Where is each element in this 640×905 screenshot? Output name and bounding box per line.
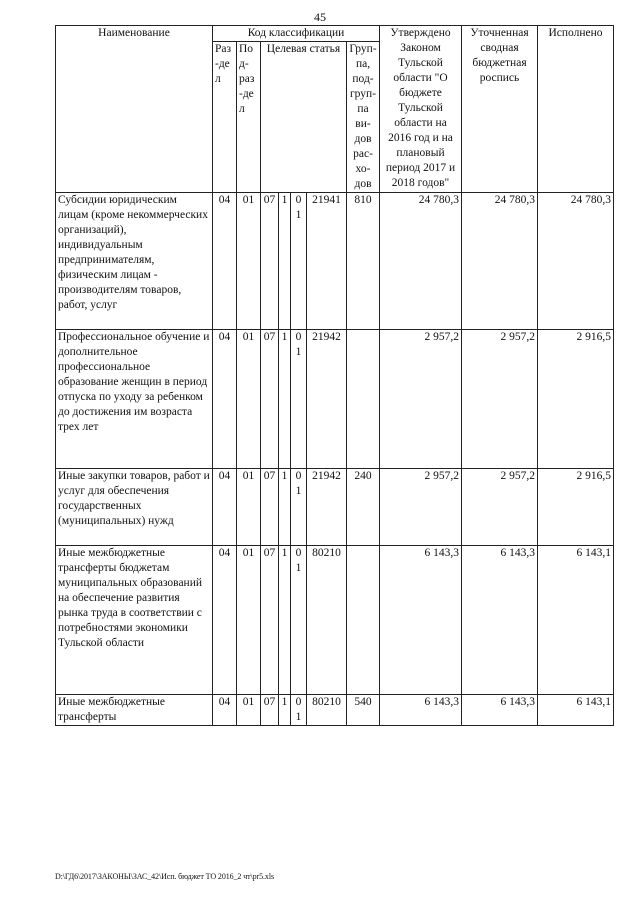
row-section: 04 — [213, 193, 237, 330]
row-subsection: 01 — [237, 546, 261, 695]
row-target-part-2: 1 — [279, 546, 291, 695]
row-target-part-4: 80210 — [307, 546, 347, 695]
row-target-part-3: 01 — [291, 546, 307, 695]
row-approved: 6 143,3 — [380, 546, 462, 695]
row-refined: 24 780,3 — [462, 193, 538, 330]
row-section: 04 — [213, 546, 237, 695]
col-subsection-header: Под-раз-дел — [237, 42, 261, 193]
table-row — [56, 546, 614, 695]
row-target-part-3: 01 — [291, 469, 307, 546]
row-target-part-4: 80210 — [307, 695, 347, 726]
table-row — [56, 469, 614, 546]
row-target-part-4: 21941 — [307, 193, 347, 330]
row-approved: 6 143,3 — [380, 695, 462, 726]
col-executed-header: Исполнено — [538, 26, 614, 193]
row-expense-type: 540 — [347, 695, 380, 726]
row-approved: 2 957,2 — [380, 469, 462, 546]
row-subsection: 01 — [237, 193, 261, 330]
row-name: Профессиональное обучение и дополнительное профессиональное образование женщин в период отпуска по уходу за ребенком до достижения им возраста трех лет — [56, 330, 213, 469]
row-name: Иные межбюджетные трансферты бюджетам муниципальных образований на обеспечение развития рынка труда в соответствии с потребностями экономики Тульской области — [56, 546, 213, 695]
row-target-part-3: 01 — [291, 193, 307, 330]
row-executed: 24 780,3 — [538, 193, 614, 330]
row-approved: 24 780,3 — [380, 193, 462, 330]
row-expense-type: 810 — [347, 193, 380, 330]
col-refined-header: Уточненная сводная бюджетная роспись — [462, 26, 538, 193]
row-section: 04 — [213, 330, 237, 469]
row-target-part-2: 1 — [279, 330, 291, 469]
row-target-part-4: 21942 — [307, 469, 347, 546]
row-target-part-3: 01 — [291, 695, 307, 726]
row-name: Иные закупки товаров, работ и услуг для обеспечения государственных (муниципальных) нужд — [56, 469, 213, 546]
page-number: 45 — [314, 10, 326, 24]
row-target-part-3: 01 — [291, 330, 307, 469]
col-name-header: Наименование — [56, 26, 213, 193]
col-code-group-header: Код классификации — [213, 26, 380, 42]
row-expense-type — [347, 330, 380, 469]
row-target-part-1: 07 — [261, 193, 279, 330]
row-expense-type: 240 — [347, 469, 380, 546]
row-target-part-1: 07 — [261, 546, 279, 695]
row-approved: 2 957,2 — [380, 330, 462, 469]
row-executed: 6 143,1 — [538, 695, 614, 726]
row-refined: 6 143,3 — [462, 695, 538, 726]
row-expense-type — [347, 546, 380, 695]
row-target-part-1: 07 — [261, 469, 279, 546]
row-name: Иные межбюджетные трансферты — [56, 695, 213, 726]
row-executed: 2 916,5 — [538, 469, 614, 546]
row-executed: 2 916,5 — [538, 330, 614, 469]
row-target-part-2: 1 — [279, 193, 291, 330]
budget-table — [55, 25, 614, 726]
row-name: Субсидии юридическим лицам (кроме некоммерческих организаций), индивидуальным предпринимателям, физическим лицам - производителям товаров, работ, услуг — [56, 193, 213, 330]
row-subsection: 01 — [237, 695, 261, 726]
row-target-part-2: 1 — [279, 695, 291, 726]
row-section: 04 — [213, 695, 237, 726]
table-row — [56, 330, 614, 469]
row-subsection: 01 — [237, 469, 261, 546]
table-row — [56, 193, 614, 330]
row-target-part-2: 1 — [279, 469, 291, 546]
row-refined: 6 143,3 — [462, 546, 538, 695]
row-target-part-4: 21942 — [307, 330, 347, 469]
row-executed: 6 143,1 — [538, 546, 614, 695]
row-refined: 2 957,2 — [462, 469, 538, 546]
row-subsection: 01 — [237, 330, 261, 469]
col-target-article-header: Целевая статья — [261, 42, 347, 193]
table-header — [56, 26, 614, 193]
col-expense-type-header: Груп-па, под-груп-па ви-дов рас-хо-дов — [347, 42, 380, 193]
col-approved-header: Утверждено Законом Тульской области "О бюджете Тульской области на 2016 год и на плановый период 2017 и 2018 годов" — [380, 26, 462, 193]
row-target-part-1: 07 — [261, 330, 279, 469]
col-section-header: Раз-дел — [213, 42, 237, 193]
row-target-part-1: 07 — [261, 695, 279, 726]
footer-file-path: D:\ГД6\2017\ЗАКОНЫ\ЗАС_42\Исп. бюджет ТО 2016_2 чт\pr5.xls — [55, 872, 274, 881]
table-row — [56, 695, 614, 726]
row-refined: 2 957,2 — [462, 330, 538, 469]
row-section: 04 — [213, 469, 237, 546]
